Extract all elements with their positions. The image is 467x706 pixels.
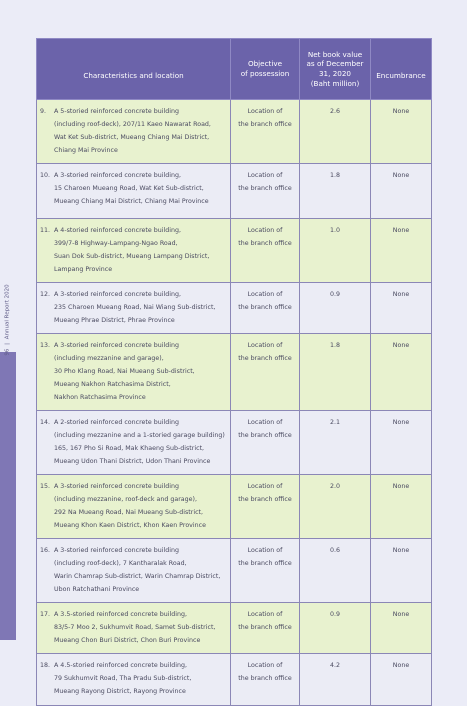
item-description (54, 288, 227, 327)
objective-line: Location of (247, 108, 283, 115)
cell-net-book-value: 4.2 (300, 654, 371, 706)
description-line: A 3-storied reinforced concrete building (54, 342, 179, 349)
item-description (54, 105, 227, 157)
cell-characteristics (37, 539, 231, 603)
cell-net-book-value: 0.9 (300, 603, 371, 654)
description-line: A 5-storied reinforced concrete building (54, 108, 179, 115)
description-line: 79 Sukhumvit Road, Tha Pradu Sub-district, (54, 675, 192, 682)
item-number: 12. (40, 291, 51, 298)
objective-line: Location of (247, 342, 283, 349)
item-description (54, 608, 227, 647)
cell-encumbrance: None (371, 603, 432, 654)
cell-encumbrance: None (371, 283, 432, 334)
item-number: 10. (40, 172, 51, 179)
item-description (54, 224, 227, 276)
description-line: (including roof-deck), 7 Kantharalak Road, (54, 560, 187, 567)
table-row (37, 654, 432, 706)
cell-characteristics (37, 100, 231, 164)
description-line: 15 Charoen Mueang Road, Wat Ket Sub-district, (54, 185, 204, 192)
cell-net-book-value: 0.9 (300, 283, 371, 334)
objective-line: the branch office (238, 304, 292, 311)
cell-objective (231, 283, 300, 334)
objective-line: the branch office (238, 560, 292, 567)
objective-line: Location of (247, 291, 283, 298)
description-line: A 4.5-storied reinforced concrete building, (54, 662, 187, 669)
cell-characteristics (37, 164, 231, 219)
cell-characteristics (37, 334, 231, 411)
item-description (54, 659, 227, 698)
objective-line: Location of (247, 419, 283, 426)
table-row (37, 100, 432, 164)
cell-net-book-value: 1.0 (300, 219, 371, 283)
cell-net-book-value: 1.8 (300, 334, 371, 411)
cell-encumbrance: None (371, 219, 432, 283)
description-line: 83/5-7 Moo 2, Sukhumvit Road, Samet Sub-district, (54, 624, 216, 631)
objective-line: the branch office (238, 121, 292, 128)
cell-encumbrance: None (371, 475, 432, 539)
table-row (37, 603, 432, 654)
description-line: Wat Ket Sub-district, Mueang Chiang Mai District, (54, 134, 210, 141)
cell-objective (231, 411, 300, 475)
cell-characteristics (37, 283, 231, 334)
description-line: A 4-storied reinforced concrete building, (54, 227, 181, 234)
cell-net-book-value: 2.1 (300, 411, 371, 475)
description-line: (including mezzanine, roof-deck and garage), (54, 496, 197, 503)
description-line: 292 Na Mueang Road, Nai Mueang Sub-district, (54, 509, 204, 516)
cell-objective (231, 164, 300, 219)
cell-encumbrance: None (371, 411, 432, 475)
description-line: 235 Charoen Mueang Road, Nai Wiang Sub-district, (54, 304, 216, 311)
description-line: Mueang Nakhon Ratchasima District, (54, 381, 171, 388)
description-line: Mueang Chiang Mai District, Chiang Mai Province (54, 198, 209, 205)
description-line: (including mezzanine and a 1-storied garage building) (54, 432, 225, 439)
header-encumbrance: Encumbrance (371, 39, 432, 100)
table-row (37, 334, 432, 411)
objective-line: the branch office (238, 185, 292, 192)
cell-encumbrance: None (371, 334, 432, 411)
description-line: A 3-storied reinforced concrete building (54, 547, 179, 554)
cell-net-book-value: 2.6 (300, 100, 371, 164)
description-line: Warin Chamrap Sub-district, Warin Chamrap District, (54, 573, 221, 580)
table-row (37, 219, 432, 283)
item-number: 14. (40, 419, 51, 426)
description-line: Mueang Rayong District, Rayong Province (54, 688, 186, 695)
page-separator: | (5, 343, 11, 345)
item-number: 17. (40, 611, 51, 618)
objective-line: Location of (247, 662, 283, 669)
cell-characteristics (37, 603, 231, 654)
item-number: 18. (40, 662, 51, 669)
description-line: Mueang Udon Thani District, Udon Thani Province (54, 458, 211, 465)
description-line: A 3.5-storied reinforced concrete building, (54, 611, 187, 618)
description-line: Ubon Ratchathani Province (54, 586, 140, 593)
item-number: 11. (40, 227, 51, 234)
table-row (37, 475, 432, 539)
cell-encumbrance: None (371, 100, 432, 164)
description-line: Mueang Khon Kaen District, Khon Kaen Province (54, 522, 206, 529)
page-number: 96 (5, 348, 11, 356)
description-line: 30 Pho Klang Road, Nai Mueang Sub-district, (54, 368, 195, 375)
cell-objective (231, 100, 300, 164)
header-objective: Objective of possession (231, 39, 300, 100)
objective-line: the branch office (238, 675, 292, 682)
cell-objective (231, 603, 300, 654)
cell-encumbrance: None (371, 654, 432, 706)
objective-line: Location of (247, 172, 283, 179)
cell-characteristics (37, 654, 231, 706)
cell-net-book-value: 2.0 (300, 475, 371, 539)
cell-objective (231, 475, 300, 539)
objective-line: Location of (247, 611, 283, 618)
item-description (54, 339, 227, 404)
description-line: (including mezzanine and garage), (54, 355, 164, 362)
cell-net-book-value: 1.8 (300, 164, 371, 219)
item-number: 9. (40, 108, 47, 115)
objective-line: the branch office (238, 496, 292, 503)
page-label (1, 280, 15, 360)
objective-line: the branch office (238, 355, 292, 362)
cell-characteristics (37, 411, 231, 475)
item-number: 16. (40, 547, 51, 554)
cell-characteristics (37, 219, 231, 283)
objective-line: the branch office (238, 624, 292, 631)
item-number: 15. (40, 483, 51, 490)
report-title: Annual Report 2020 (5, 284, 11, 340)
cell-objective (231, 334, 300, 411)
description-line: Nakhon Ratchasima Province (54, 394, 146, 401)
objective-line: Location of (247, 483, 283, 490)
description-line: Mueang Phrae District, Phrae Province (54, 317, 175, 324)
cell-objective (231, 219, 300, 283)
description-line: 165, 167 Pho Si Road, Mak Khaeng Sub-district, (54, 445, 205, 452)
objective-line: the branch office (238, 240, 292, 247)
asset-table (36, 38, 432, 706)
description-line: Lampang Province (54, 266, 113, 273)
item-description (54, 416, 227, 468)
cell-encumbrance: None (371, 164, 432, 219)
cell-encumbrance: None (371, 539, 432, 603)
description-line: A 3-storied reinforced concrete building, (54, 172, 181, 179)
table-row (37, 411, 432, 475)
item-description (54, 544, 227, 596)
item-number: 13. (40, 342, 51, 349)
description-line: A 3-storied reinforced concrete building (54, 483, 179, 490)
objective-line: Location of (247, 547, 283, 554)
description-line: (including roof-deck), 207/11 Kaeo Nawarat Road, (54, 121, 211, 128)
table-row (37, 539, 432, 603)
description-line: Mueang Chon Buri District, Chon Buri Province (54, 637, 201, 644)
cell-net-book-value: 0.6 (300, 539, 371, 603)
item-description (54, 480, 227, 532)
objective-line: the branch office (238, 432, 292, 439)
table-header-row (37, 39, 432, 100)
item-description (54, 169, 227, 208)
description-line: Chiang Mai Province (54, 147, 118, 154)
table-row (37, 283, 432, 334)
description-line: A 3-storied reinforced concrete building, (54, 291, 181, 298)
header-characteristics: Characteristics and location (37, 39, 231, 100)
cell-objective (231, 539, 300, 603)
header-net-book-value: Net book value as of December 31, 2020 (Baht million) (300, 39, 371, 100)
cell-characteristics (37, 475, 231, 539)
cell-objective (231, 654, 300, 706)
description-line: A 2-storied reinforced concrete building (54, 419, 179, 426)
objective-line: Location of (247, 227, 283, 234)
description-line: Suan Dok Sub-district, Mueang Lampang District, (54, 253, 210, 260)
description-line: 399/7-8 Highway-Lampang-Ngao Road, (54, 240, 178, 247)
sidebar-accent-strip (0, 352, 16, 640)
table-row (37, 164, 432, 219)
